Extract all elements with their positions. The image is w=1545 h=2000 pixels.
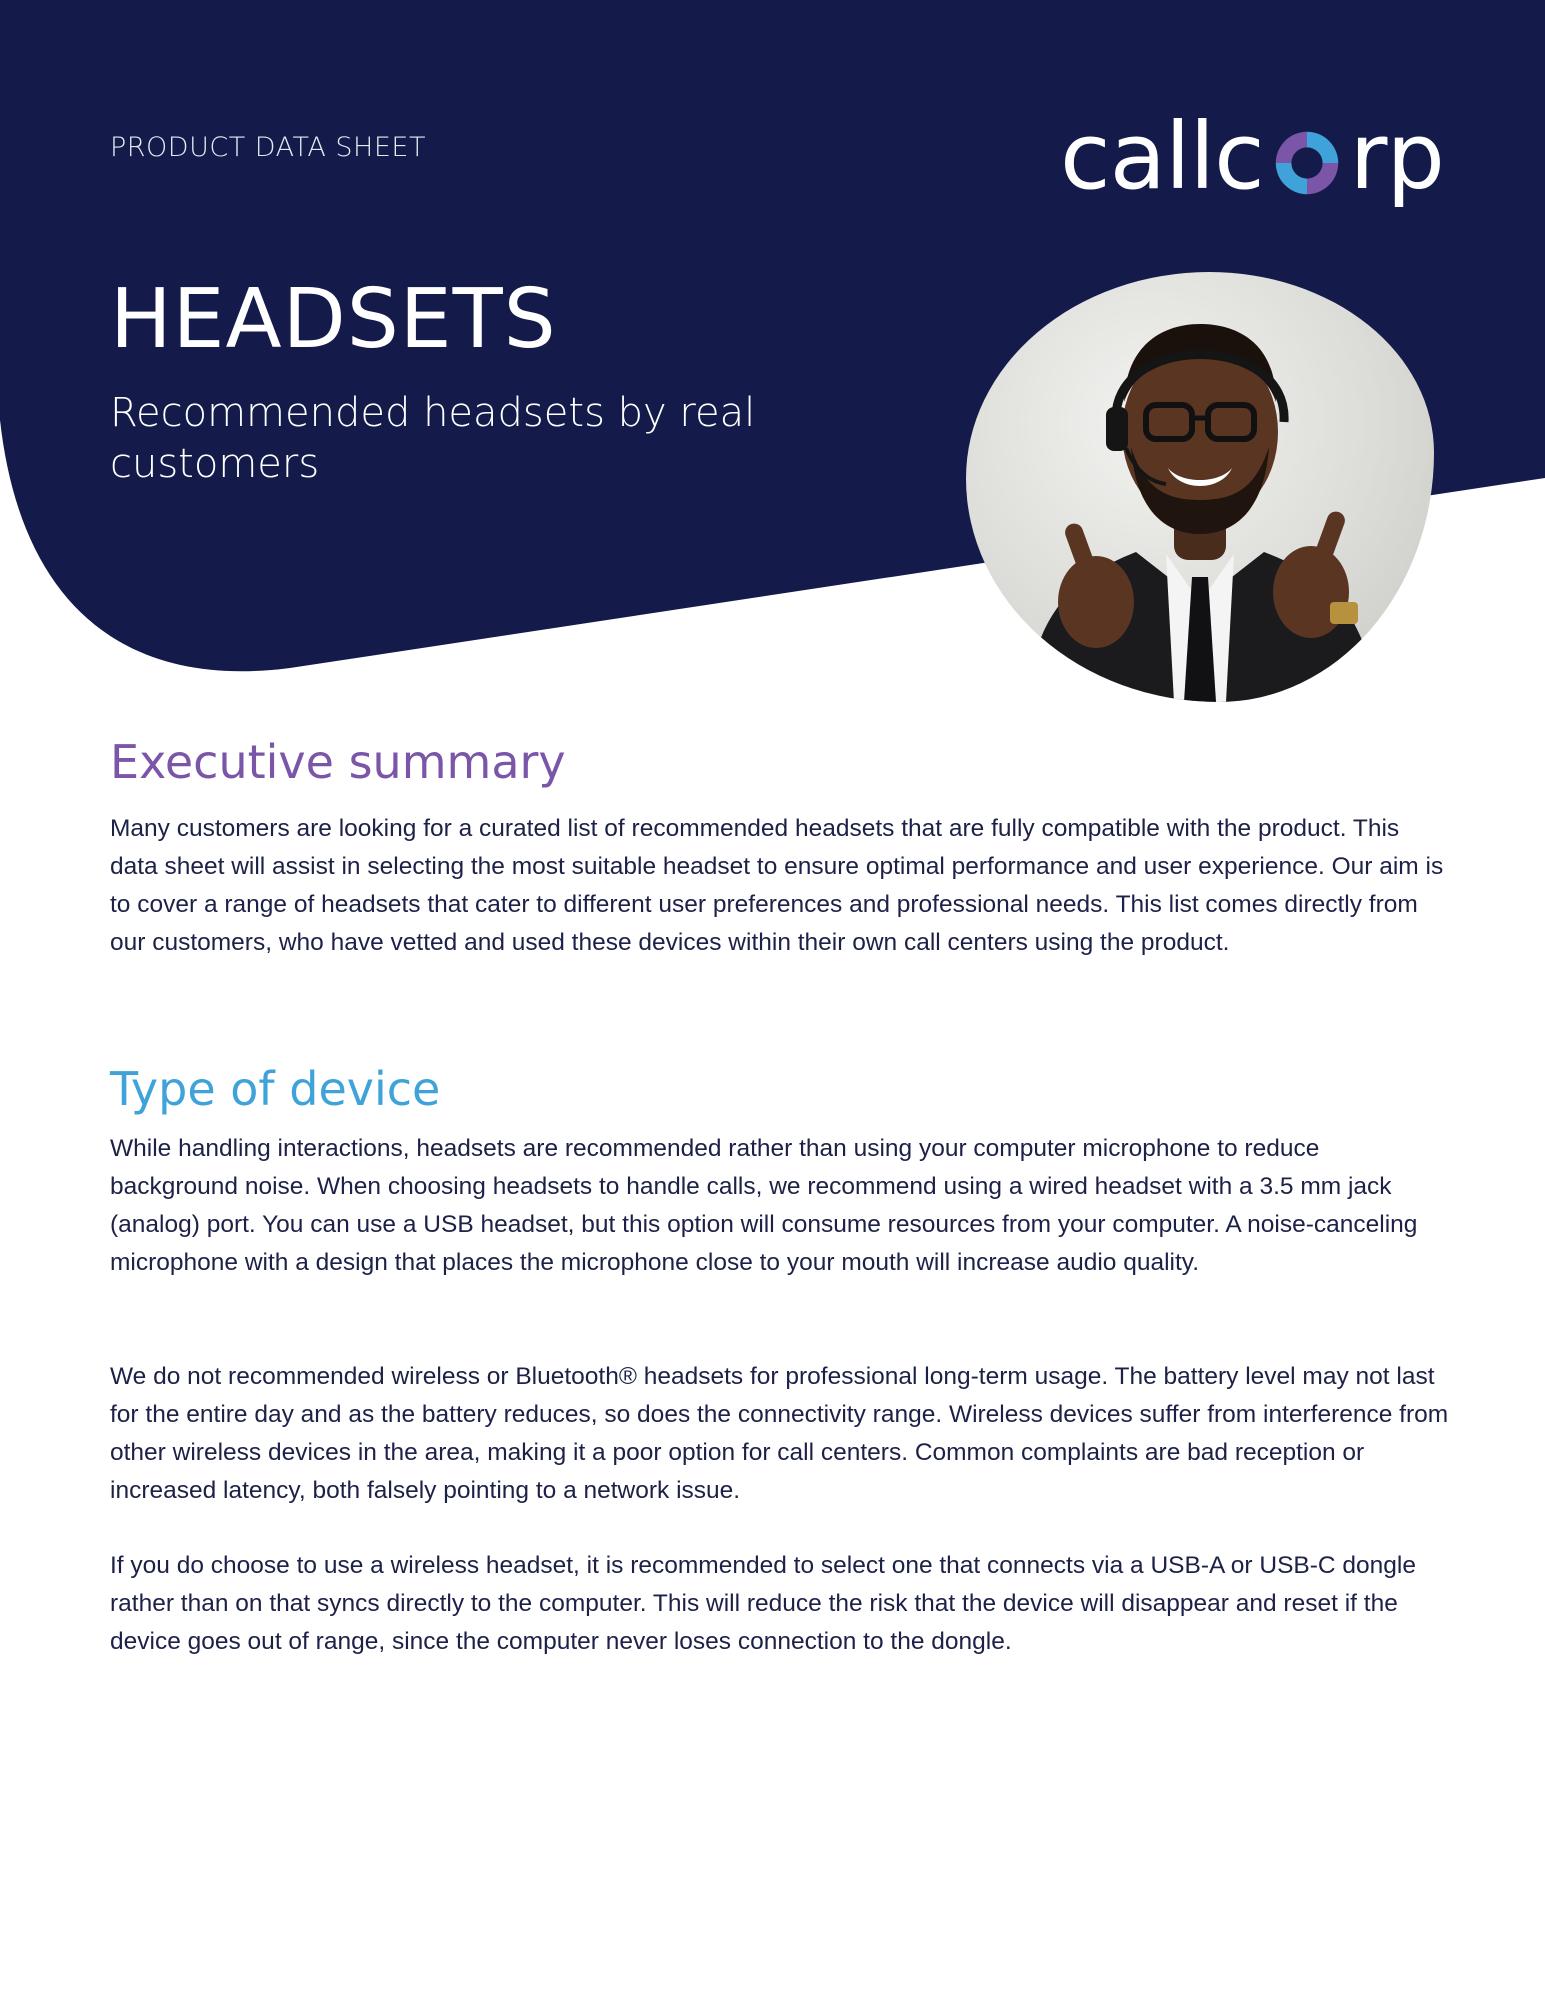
logo-text-start: callc	[1060, 103, 1264, 210]
executive-summary-body: Many customers are looking for a curated list of recommended headsets that are fully compatible with the product. This data sheet will assist in selecting the most suitable headset to ensure optimal performance and user experience. Our aim is to cover a range of headsets that cater to different user preferences and professional needs. This list comes directly from our customers, who have vetted and used these devices within their own call centers using the product.	[110, 815, 1444, 956]
page-subtitle: Recommended headsets by real customers	[110, 390, 756, 487]
type-of-device-paragraph-1: While handling interactions, headsets are recommended rather than using your computer microphone to reduce background noise. When choosing headsets to handle calls, we recommend using a wired headset with a 3.5 mm jack (analog) port. You can use a USB headset, but this option will consume resources from your computer. A noise-canceling microphone with a design that places the microphone close to your mouth will increase audio quality.	[110, 1135, 1418, 1276]
type-of-device-heading: Type of device	[110, 1062, 441, 1116]
executive-summary-heading: Executive summary	[110, 735, 566, 789]
document-type-label: PRODUCT DATA SHEET	[110, 132, 426, 163]
logo-text-end: rp	[1349, 103, 1444, 210]
type-of-device-paragraph-3: If you do choose to use a wireless headset, it is recommended to select one that connects via a USB-A or USB-C dongle rather than on that syncs directly to the computer. This will reduce the risk that the device will disappear and reset if the device goes out of range, since the computer never loses connection to the dongle.	[110, 1552, 1417, 1655]
logo-swirl-icon	[1268, 124, 1346, 202]
type-of-device-paragraph-2: We do not recommended wireless or Bluetooth® headsets for professional long-term usage. The battery level may not last for the entire day and as the battery reduces, so does the connectivity range. Wireless devices suffer from interference from other wireless devices in the area, making it a poor option for call centers. Common complaints are bad reception or increased latency, both falsely pointing to a network issue.	[110, 1363, 1449, 1504]
callcorp-logo	[1060, 102, 1444, 212]
page-title: HEADSETS	[110, 272, 557, 367]
